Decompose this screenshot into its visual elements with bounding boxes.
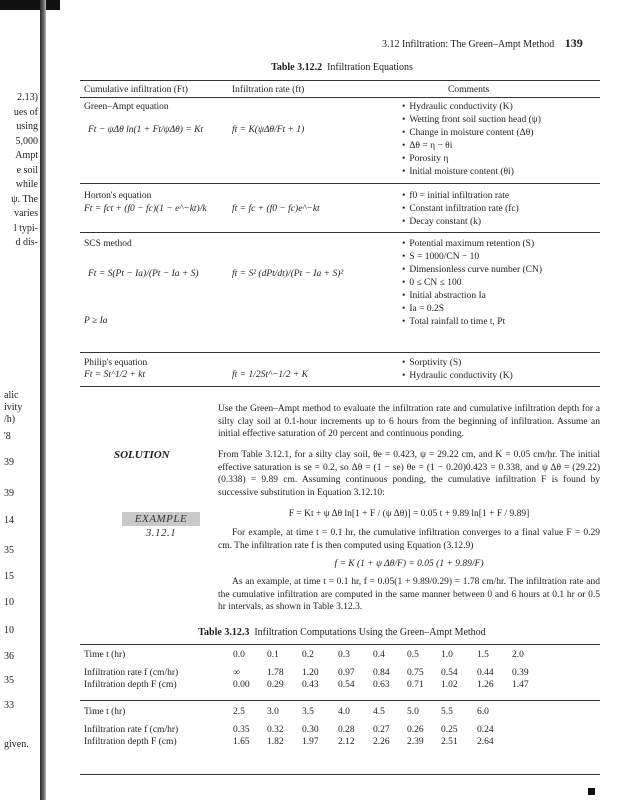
comment-item: • Wetting front soil suction head (ψ) <box>410 114 605 126</box>
table1-header-comments: Comments <box>448 85 490 95</box>
row-scs-name: SCS method <box>84 239 132 249</box>
times-cell: 6.0 <box>477 707 489 717</box>
depths-cell: 2.12 <box>338 737 355 747</box>
comment-item: • Decay constant (k) <box>410 216 605 228</box>
margin-fragment: 39 <box>4 488 14 499</box>
comment-item: • Total rainfall to time t, Pt <box>410 316 605 328</box>
rates-cell: 0.54 <box>441 668 458 678</box>
row-green-ampt-cum: Ft − ψΔθ ln(1 + Ft/ψΔθ) = Kt <box>88 125 204 135</box>
times-cell: 0.1 <box>267 650 279 660</box>
margin-fragment: Ampt <box>15 150 38 161</box>
times-cell: 5.5 <box>441 707 453 717</box>
equation-3-12-10: F = Kt + ψ Δθ ln[1 + F / (ψ Δθ)] = 0.05 t + 9.89 ln[1 + F / 9.89] <box>288 509 530 519</box>
times-cell: 0.2 <box>302 650 314 660</box>
table1-header-rule <box>80 97 600 98</box>
comment-item: • Δθ = η − θi <box>410 140 605 152</box>
comment-item: • Hydraulic conductivity (K) <box>410 370 605 382</box>
comment-item: • Constant infiltration rate (fc) <box>410 203 605 215</box>
depths-cell: 2.64 <box>477 737 494 747</box>
margin-fragment: 10 <box>4 625 14 636</box>
rates-row-label: Infiltration rate f (cm/hr) <box>84 668 179 678</box>
depths-cell: 1.65 <box>233 737 250 747</box>
row-scs-rate: ft = S² (dPt/dt)/(Pt − Ia + S)² <box>232 269 344 279</box>
depths-cell: 2.51 <box>441 737 458 747</box>
example-text: Use the Green–Ampt method to evaluate the infiltration rate and cumulative infiltration depth for a silty clay soil at 0.1-hour increments up to 6 hours from the beginning of infiltration. Assume an initial effective saturation of 20 percent and continuous ponding. <box>218 404 600 439</box>
comment-item: • Hydraulic conductivity (K) <box>410 101 605 113</box>
table1-header-cum: Cumulative infiltration (Ft) <box>84 85 188 95</box>
rates-cell: 0.35 <box>233 725 250 735</box>
margin-fragment: ψ. The <box>11 193 38 205</box>
comment-item: • Ia = 0.2S <box>410 303 605 315</box>
row-scs-comments <box>400 238 605 329</box>
margin-fragment: 14 <box>4 515 14 526</box>
depths-cell: 0.43 <box>302 680 319 690</box>
comment-item: • Porosity η <box>410 153 605 165</box>
comment-item: • Change in moisture content (Δθ) <box>410 127 605 139</box>
times-row-label: Time t (hr) <box>84 650 126 660</box>
depths-cell: 1.26 <box>477 680 494 690</box>
margin-fragment: 33 <box>4 700 14 711</box>
depths-cell: 0.29 <box>267 680 284 690</box>
times-cell: 3.5 <box>302 707 314 717</box>
rates-cell: 0.75 <box>407 668 424 678</box>
row-philip-comments <box>400 357 605 383</box>
rates-cell: 0.44 <box>477 668 494 678</box>
solution-paragraph-1: From Table 3.12.1, for a silty clay soil, θe = 0.423, ψ = 29.22 cm, and K = 0.05 cm/hr. The initial effective saturation is se = 0.2, so Δθ = (1 − se) θe = (1 − 0.20)0.423 = 0.338, and ψ Δθ = (29.22) (0.338) = 9.89 cm. Assuming continuous ponding, the cumulative infiltration F is found by successive substitution in Equation 3.12.10: <box>218 450 600 498</box>
comment-item: • 0 ≤ CN ≤ 100 <box>410 277 605 289</box>
rates-cell: 0.30 <box>302 725 319 735</box>
solution-label: SOLUTION <box>114 449 170 461</box>
rates-cell: 0.27 <box>373 725 390 735</box>
row-horton-comments <box>400 190 605 229</box>
margin-fragment: d dis- <box>15 237 38 248</box>
times-cell: 1.0 <box>441 650 453 660</box>
row-green-ampt-comments <box>400 101 605 179</box>
margin-fragment: 36 <box>4 651 14 662</box>
table1-top-rule <box>80 80 600 81</box>
margin-fragment: ivity <box>4 402 23 413</box>
comment-item: • S = 1000/CN − 10 <box>410 251 605 263</box>
binding-spine <box>40 0 46 800</box>
depths-cell: 0.54 <box>338 680 355 690</box>
rates-cell: 0.32 <box>267 725 284 735</box>
margin-fragment: 39 <box>4 457 14 468</box>
row-horton-rate: ft = fc + (f0 − fc)e^−kt <box>232 204 320 214</box>
end-of-example-mark <box>588 788 595 795</box>
margin-fragment: 15 <box>4 571 14 582</box>
running-head <box>382 36 602 51</box>
rates-cell: 0.24 <box>477 725 494 735</box>
table1-bottom-rule <box>80 386 600 387</box>
times-cell: 0.4 <box>373 650 385 660</box>
comment-item: • Potential maximum retention (S) <box>410 238 605 250</box>
depths-row-label: Infiltration depth F (cm) <box>84 737 177 747</box>
depths-cell: 1.97 <box>302 737 319 747</box>
margin-fragment: /h) <box>4 414 16 425</box>
section-title: 3.12 Infiltration: The Green–Ampt Method <box>382 39 555 50</box>
table1-header-rate: Infiltration rate (ft) <box>232 85 305 95</box>
rates-cell: 1.20 <box>302 668 319 678</box>
row-horton-cum: Ft = fct + (f0 − fc)(1 − e^−kt)/k <box>84 204 207 214</box>
margin-fragment: e soil <box>16 164 38 176</box>
times-cell: 0.3 <box>338 650 350 660</box>
example-badge: EXAMPLE 3.12.1 <box>122 512 200 526</box>
comment-item: • Initial abstraction Ia <box>410 290 605 302</box>
rates-cell: 0.26 <box>407 725 424 735</box>
row-green-ampt-rate: ft = K(ψΔθ/Ft + 1) <box>232 125 305 135</box>
depths-cell: 0.63 <box>373 680 390 690</box>
row-philip-cum: Ft = St^1/2 + kt <box>84 370 146 380</box>
binding-edge-top <box>0 0 60 10</box>
times-cell: 5.0 <box>407 707 419 717</box>
times-cell: 0.5 <box>407 650 419 660</box>
margin-fragment: varies <box>14 208 38 219</box>
times-cell: 2.5 <box>233 707 245 717</box>
times-row-label: Time t (hr) <box>84 707 126 717</box>
margin-fragment: '8 <box>4 431 11 442</box>
depths-cell: 2.26 <box>373 737 390 747</box>
rates-cell: 1.78 <box>267 668 284 678</box>
margin-fragment: 5,000 <box>15 135 38 147</box>
times-cell: 0.0 <box>233 650 245 660</box>
table2-mid-rule <box>80 700 600 701</box>
margin-fragment: 35 <box>4 675 14 686</box>
table1-caption: Table 3.12.2 Infiltration Equations <box>271 62 413 73</box>
depths-row-label: Infiltration depth F (cm) <box>84 680 177 690</box>
table2-top-rule <box>80 644 600 645</box>
page-number: 139 <box>564 36 583 50</box>
depths-cell: 0.00 <box>233 680 250 690</box>
row-green-ampt-name: Green–Ampt equation <box>84 102 169 112</box>
row-philip-rate: ft = 1/2St^−1/2 + K <box>232 370 309 380</box>
row-scs-cum: Ft = S(Pt − Ia)/(Pt − Ia + S) <box>88 269 199 279</box>
margin-fragment: ues of <box>13 106 38 118</box>
comment-item: • f0 = initial infiltration rate <box>410 190 605 202</box>
margin-fragment: 10 <box>4 597 14 608</box>
margin-fragment: l typi- <box>13 222 38 234</box>
row-horton-name: Horton's equation <box>84 191 152 201</box>
times-cell: 2.0 <box>512 650 524 660</box>
depths-cell: 1.02 <box>441 680 458 690</box>
comment-item: • Sorptivity (S) <box>410 357 605 369</box>
row-scs-condition: P ≥ Ia <box>84 316 108 326</box>
times-cell: 4.5 <box>373 707 385 717</box>
table2-bottom-rule <box>80 774 600 775</box>
comment-item: • Dimensionless curve number (CN) <box>410 264 605 276</box>
depths-cell: 1.82 <box>267 737 284 747</box>
table1-row2-rule <box>80 232 600 233</box>
depths-cell: 2.39 <box>407 737 424 747</box>
rates-row-label: Infiltration rate f (cm/hr) <box>84 725 179 735</box>
table1-row1-rule <box>80 183 600 184</box>
rates-cell: 0.25 <box>441 725 458 735</box>
table2-caption: Table 3.12.3 Infiltration Computations Using the Green–Ampt Method <box>198 627 486 638</box>
depths-cell: 0.71 <box>407 680 424 690</box>
rates-cell: 0.39 <box>512 668 529 678</box>
margin-fragment: using <box>16 121 38 132</box>
solution-paragraph-2: For example, at time t = 0.1 hr, the cumulative infiltration converges to a final value F = 0.29 cm. The infiltration rate f is then computed using Equation (3.12.9) <box>218 528 600 551</box>
rates-cell: ∞ <box>233 668 240 678</box>
rates-cell: 0.28 <box>338 725 355 735</box>
margin-fragment: while <box>15 179 38 190</box>
rates-cell: 0.84 <box>373 668 390 678</box>
equation-3-12-9: f = K (1 + ψ Δθ/F) = 0.05 (1 + 9.89/F) <box>334 559 484 569</box>
rates-cell: 0.97 <box>338 668 355 678</box>
depths-cell: 1.47 <box>512 680 529 690</box>
times-cell: 3.0 <box>267 707 279 717</box>
row-philip-name: Philip's equation <box>84 358 148 368</box>
comment-item: • Initial moisture content (θi) <box>410 166 605 178</box>
table1-row3-rule <box>80 352 600 353</box>
solution-paragraph-3: As an example, at time t = 0.1 hr, f = 0.05(1 + 9.89/0.29) = 1.78 cm/hr. The infiltration rate and the cumulative infiltration are computed in the same manner between 0 and 6 hours at 0.1 hr or 0.5 hr intervals, as shown in Table 3.12.3. <box>218 577 600 612</box>
margin-fragment: 35 <box>4 545 14 556</box>
margin-fragment: alic <box>4 390 19 401</box>
margin-fragment: given. <box>4 739 29 750</box>
times-cell: 4.0 <box>338 707 350 717</box>
margin-fragment: 2.13) <box>17 92 38 103</box>
times-cell: 1.5 <box>477 650 489 660</box>
